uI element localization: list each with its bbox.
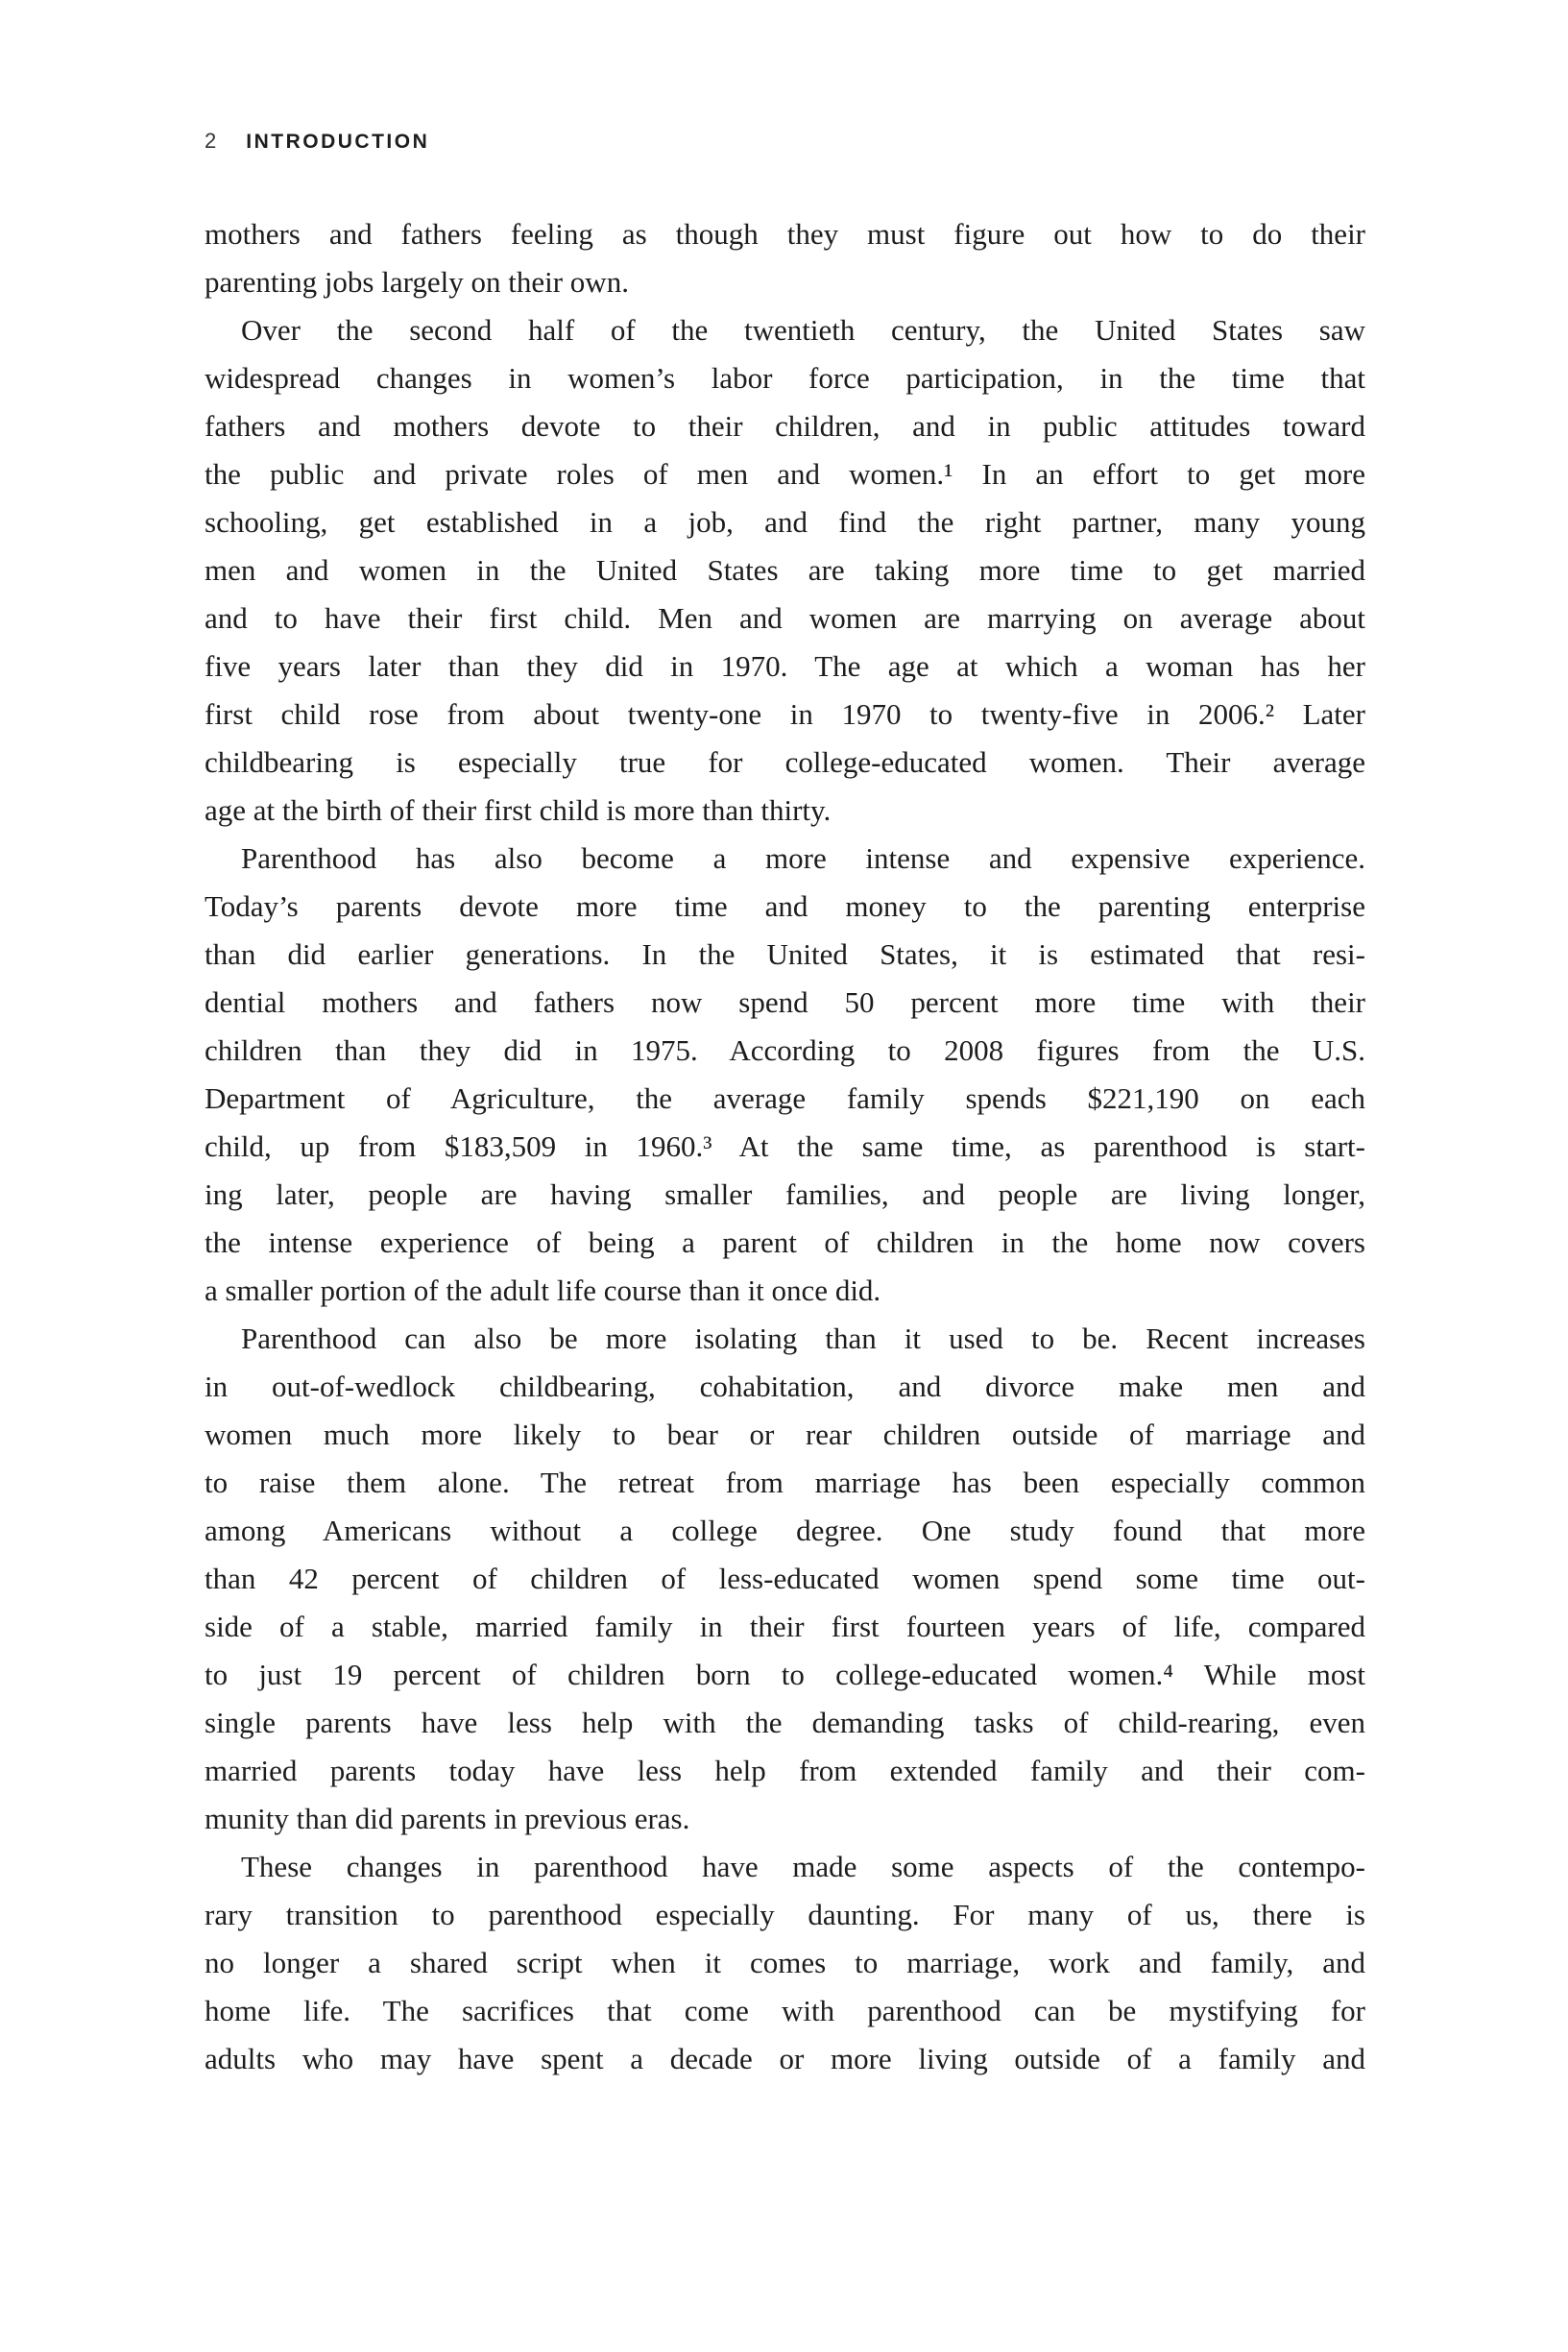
text-line: married parents today have less help from extended family and their com- xyxy=(205,1754,1365,1787)
text-line: home life. The sacrifices that come with parenthood can be mystifying for xyxy=(205,1994,1365,2027)
paragraph xyxy=(205,210,1365,306)
paragraph xyxy=(205,1843,1365,2083)
page-body xyxy=(205,210,1365,2083)
text-line: to just 19 percent of children born to college-educated women.⁴ While most xyxy=(205,1658,1365,1691)
text-line: side of a stable, married family in their first fourteen years of life, compared xyxy=(205,1610,1365,1643)
text-line: children than they did in 1975. According to 2008 figures from the U.S. xyxy=(205,1033,1365,1067)
text-line: dential mothers and fathers now spend 50 percent more time with their xyxy=(205,985,1365,1019)
text-line: the intense experience of being a parent of children in the home now covers xyxy=(205,1225,1365,1259)
text-line: no longer a shared script when it comes to marriage, work and family, and xyxy=(205,1946,1365,1979)
text-line: mothers and fathers feeling as though they must figure out how to do their xyxy=(205,217,1365,251)
section-title: INTRODUCTION xyxy=(246,131,430,153)
text-line: rary transition to parenthood especially daunting. For many of us, there is xyxy=(205,1898,1365,1931)
text-line: than 42 percent of children of less-educated women spend some time out- xyxy=(205,1562,1365,1595)
text-line: Today’s parents devote more time and money to the parenting enterprise xyxy=(205,889,1365,923)
text-line: Department of Agriculture, the average family spends $221,190 on each xyxy=(205,1081,1365,1115)
text-line: single parents have less help with the demanding tasks of child-rearing, even xyxy=(205,1706,1365,1739)
text-line: five years later than they did in 1970. The age at which a woman has her xyxy=(205,649,1365,683)
text-line: fathers and mothers devote to their children, and in public attitudes toward xyxy=(205,409,1365,443)
text-line: ing later, people are having smaller families, and people are living longer, xyxy=(205,1177,1365,1211)
text-line: among Americans without a college degree. One study found that more xyxy=(205,1514,1365,1547)
text-line: widespread changes in women’s labor force participation, in the time that xyxy=(205,361,1365,395)
text-line: the public and private roles of men and women.¹ In an effort to get more xyxy=(205,457,1365,491)
text-line: first child rose from about twenty-one in 1970 to twenty-five in 2006.² Later xyxy=(205,697,1365,731)
text-line: Parenthood has also become a more intense and expensive experience. xyxy=(241,841,1365,875)
text-line: a smaller portion of the adult life course than it once did. xyxy=(205,1273,881,1307)
paragraph xyxy=(205,306,1365,835)
running-head xyxy=(205,129,429,154)
text-line: to raise them alone. The retreat from marriage has been especially common xyxy=(205,1466,1365,1499)
text-line: in out-of-wedlock childbearing, cohabitation, and divorce make men and xyxy=(205,1370,1365,1403)
text-line: and to have their first child. Men and women are marrying on average about xyxy=(205,601,1365,635)
text-line: men and women in the United States are taking more time to get married xyxy=(205,553,1365,587)
paragraph xyxy=(205,1315,1365,1843)
text-line: adults who may have spent a decade or more living outside of a family and xyxy=(205,2042,1365,2075)
text-line: age at the birth of their first child is more than thirty. xyxy=(205,793,832,827)
text-line: schooling, get established in a job, and find the right partner, many young xyxy=(205,505,1365,539)
text-line: than did earlier generations. In the United States, it is estimated that resi- xyxy=(205,937,1365,971)
text-line: Over the second half of the twentieth century, the United States saw xyxy=(241,313,1365,347)
paragraph xyxy=(205,835,1365,1315)
text-line: Parenthood can also be more isolating than it used to be. Recent increases xyxy=(241,1321,1365,1355)
page-number: 2 xyxy=(205,129,218,153)
text-line: parenting jobs largely on their own. xyxy=(205,265,629,299)
text-line: munity than did parents in previous eras. xyxy=(205,1802,690,1835)
text-line: women much more likely to bear or rear children outside of marriage and xyxy=(205,1418,1365,1451)
text-line: These changes in parenthood have made some aspects of the contempo- xyxy=(241,1850,1365,1883)
text-line: child, up from $183,509 in 1960.³ At the same time, as parenthood is start- xyxy=(205,1129,1365,1163)
text-line: childbearing is especially true for college-educated women. Their average xyxy=(205,745,1365,779)
